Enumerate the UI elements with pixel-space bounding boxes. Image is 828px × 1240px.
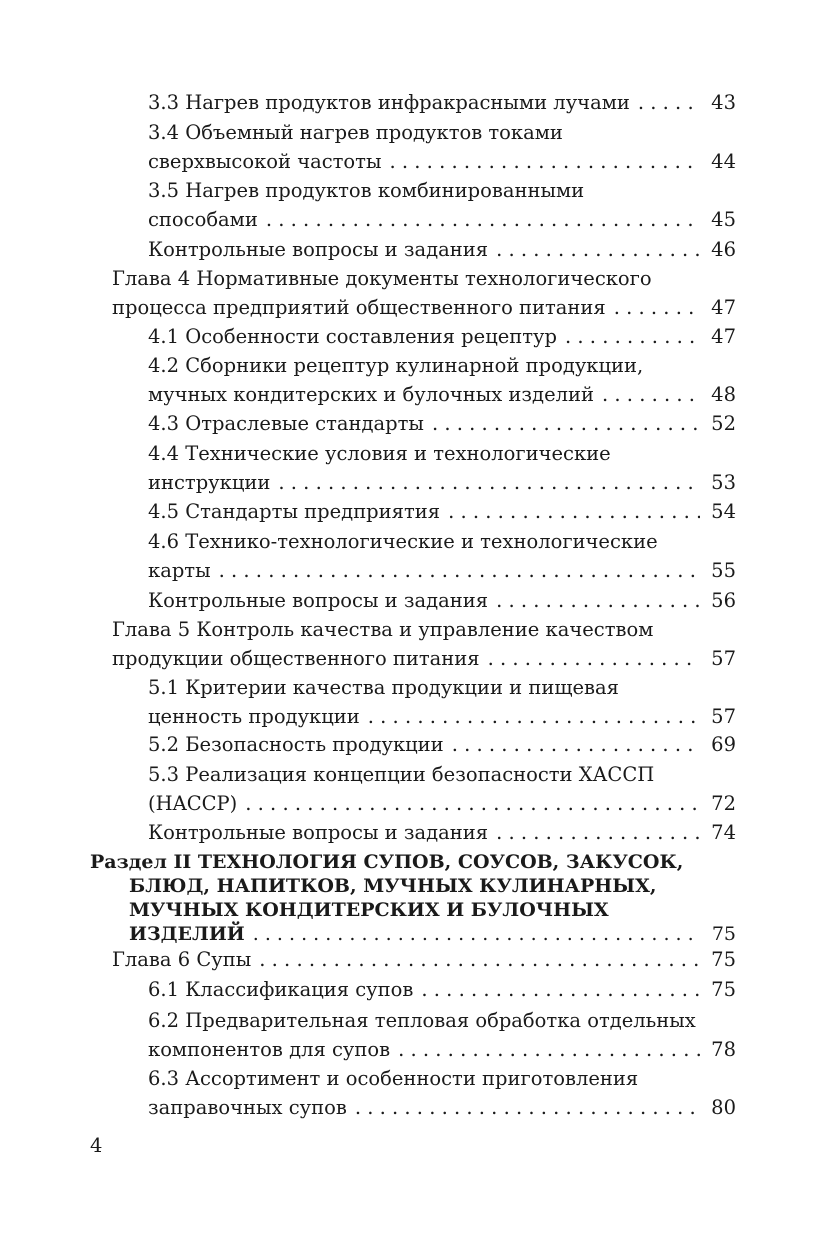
toc-entry-4-4: [148, 439, 736, 497]
toc-entry-section-2: [90, 850, 736, 946]
toc-entry-3-3: [148, 88, 736, 117]
leader-dots: [355, 1093, 700, 1122]
toc-entry-review-ch3: [148, 235, 736, 264]
toc-entry-title: 3.5 Нагрев продуктов комбинированными: [148, 179, 585, 202]
toc-entry-title-cont: способами: [148, 208, 258, 231]
page-number: 4: [90, 1134, 103, 1157]
toc-page-number: 55: [711, 559, 736, 582]
toc-section-title: Раздел II ТЕХНОЛОГИЯ СУПОВ, СОУСОВ, ЗАКУСОК,: [90, 851, 684, 873]
toc-entry-title: 4.1 Особенности составления рецептур: [148, 325, 558, 348]
leader-dots: [278, 468, 700, 497]
toc-page-number: 75: [711, 948, 736, 971]
toc-entry-5-1: [148, 673, 736, 731]
toc-entry-title: Глава 4 Нормативные документы технологического: [112, 267, 652, 290]
toc-entry-title: 5.1 Критерии качества продукции и пищевая: [148, 676, 619, 699]
toc-page-number: 57: [711, 647, 736, 670]
toc-page-number: 80: [711, 1096, 736, 1119]
toc-entry-title-cont: инструкции: [148, 471, 271, 494]
toc-page-number: 45: [711, 208, 736, 231]
toc-entry-4-3: [148, 409, 736, 438]
toc-entry-3-4: [148, 118, 736, 176]
toc-page-number: 54: [711, 500, 736, 523]
toc-entry-title: 6.3 Ассортимент и особенности приготовления: [148, 1067, 639, 1090]
toc-entry-3-5: [148, 176, 736, 234]
toc-entry-6-3: [148, 1064, 736, 1122]
toc-entry-4-6: [148, 527, 736, 585]
leader-dots: [448, 497, 700, 526]
toc-entry-title: 6.1 Классификация супов: [148, 978, 414, 1001]
leader-dots: [259, 945, 700, 974]
toc-page-number: 44: [711, 150, 736, 173]
leader-dots: [496, 235, 700, 264]
toc-entry-5-3: [148, 760, 736, 818]
toc-entry-title: 4.5 Стандарты предприятия: [148, 500, 441, 523]
leader-dots: [421, 975, 700, 1004]
toc-entry-title: 3.3 Нагрев продуктов инфракрасными лучами: [148, 91, 630, 114]
leader-dots: [219, 556, 700, 585]
toc-entry-title-cont: заправочных супов: [148, 1096, 347, 1119]
toc-entry-title-cont: компонентов для супов: [148, 1038, 391, 1061]
toc-page-number: 69: [711, 733, 736, 756]
toc-page-number: 53: [711, 471, 736, 494]
toc-page-number: 72: [711, 792, 736, 815]
leader-dots: [245, 789, 700, 818]
toc-entry-title-cont: мучных кондитерских и булочных изделий: [148, 383, 594, 406]
toc-entry-title: 3.4 Объемный нагрев продуктов токами: [148, 121, 563, 144]
toc-page-number: 78: [711, 1038, 736, 1061]
toc-page-number: 52: [711, 412, 736, 435]
toc-page-number: 47: [711, 296, 736, 319]
toc-section-title-cont: ИЗДЕЛИЙ: [129, 923, 245, 945]
toc-page-number: 75: [711, 978, 736, 1001]
leader-dots: [602, 380, 700, 409]
leader-dots: [565, 322, 700, 351]
leader-dots: [253, 922, 700, 946]
toc-page-number: 57: [711, 705, 736, 728]
toc-section-title-cont: МУЧНЫХ КОНДИТЕРСКИХ И БУЛОЧНЫХ: [129, 899, 609, 921]
toc-entry-title: Глава 6 Супы: [112, 948, 252, 971]
toc-page-number: 48: [711, 383, 736, 406]
toc-page-number: 47: [711, 325, 736, 348]
leader-dots: [368, 702, 700, 731]
toc-page-number: 43: [711, 91, 736, 114]
toc-page-number: 75: [711, 923, 736, 945]
toc-entry-title: Контрольные вопросы и задания: [148, 238, 489, 261]
toc-entry-title: 4.2 Сборники рецептур кулинарной продукции,: [148, 354, 644, 377]
toc-entry-4-1: [148, 322, 736, 351]
toc-entry-6-2: [148, 1006, 736, 1064]
toc-entry-title-cont: процесса предприятий общественного питания: [112, 296, 606, 319]
toc-entry-title: 5.3 Реализация концепции безопасности ХАССП: [148, 763, 655, 786]
toc-entry-title: Контрольные вопросы и задания: [148, 589, 489, 612]
toc-entry-chapter-4: [112, 264, 736, 322]
toc-entry-title-cont: продукции общественного питания: [112, 647, 480, 670]
toc-page-number: 46: [711, 238, 736, 261]
toc-entry-4-5: [148, 497, 736, 526]
toc-page-number: 56: [711, 589, 736, 612]
leader-dots: [496, 818, 700, 847]
toc-entry-review-ch4: [148, 586, 736, 615]
toc-entry-title-cont: карты: [148, 559, 211, 582]
toc-entry-title: 5.2 Безопасность продукции: [148, 733, 444, 756]
toc-entry-review-ch5: [148, 818, 736, 847]
leader-dots: [638, 88, 700, 117]
toc-entry-4-2: [148, 351, 736, 409]
toc-section-title-cont: БЛЮД, НАПИТКОВ, МУЧНЫХ КУЛИНАРНЫХ,: [129, 875, 657, 897]
toc-entry-5-2: [148, 730, 736, 759]
leader-dots: [432, 409, 700, 438]
toc-entry-title: 4.4 Технические условия и технологические: [148, 442, 611, 465]
leader-dots: [452, 730, 700, 759]
toc-entry-title: Глава 5 Контроль качества и управление качеством: [112, 618, 654, 641]
toc-entry-title: Контрольные вопросы и задания: [148, 821, 489, 844]
leader-dots: [266, 205, 700, 234]
leader-dots: [496, 586, 700, 615]
toc-entry-title: 4.3 Отраслевые стандарты: [148, 412, 424, 435]
leader-dots: [389, 147, 700, 176]
leader-dots: [398, 1035, 700, 1064]
leader-dots: [488, 644, 700, 673]
toc-entry-chapter-6: [112, 945, 736, 974]
toc-entry-title-cont: ценность продукции: [148, 705, 360, 728]
toc-entry-6-1: [148, 975, 736, 1004]
toc-entry-title-cont: (HACCP): [148, 792, 238, 815]
toc-entry-title: 4.6 Технико-технологические и технологические: [148, 530, 658, 553]
leader-dots: [614, 293, 700, 322]
toc-page-number: 74: [711, 821, 736, 844]
toc-entry-chapter-5: [112, 615, 736, 673]
toc-entry-title: 6.2 Предварительная тепловая обработка отдельных: [148, 1009, 696, 1032]
toc-entry-title-cont: сверхвысокой частоты: [148, 150, 382, 173]
